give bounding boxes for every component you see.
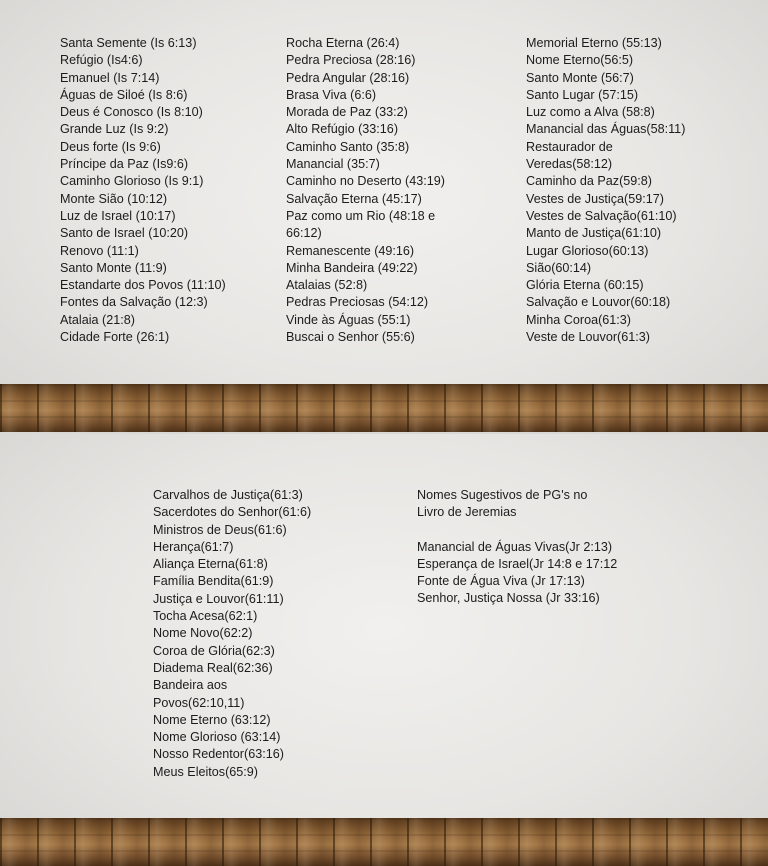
list-item: Monte Sião (10:12) [60,191,168,206]
list-item: Águas de Siloé (Is 8:6) [60,87,188,102]
list-item: Cidade Forte (26:1) [60,330,170,345]
list-item: Emanuel (Is 7:14) [60,70,160,85]
list-item: Deus forte (Is 9:6) [60,139,161,154]
list-item: Memorial Eterno (55:13) [526,36,662,50]
list-item: Manto de Justiça(61:10) [526,226,662,241]
list-item: Carvalhos de Justiça(61:3) [153,488,303,502]
list-item: Diadema Real(62:36) [153,660,273,675]
list-item: Deus é Conosco (Is 8:10) [60,105,203,120]
list-item: Senhor, Justiça Nossa (Jr 33:16) [417,591,600,606]
list-item: Caminho no Deserto (43:19) [286,174,445,189]
slide-1 [0,0,768,432]
list-item: Vestes de Justiça(59:17) [526,191,664,206]
list-item: Fontes da Salvação (12:3) [60,295,208,310]
list-item: Pedras Preciosas (54:12) [286,295,429,310]
list-item: Minha Bandeira (49:22) [286,260,418,275]
list-item: Herança(61:7) [153,539,234,554]
list-item: 66:12) [286,226,322,241]
list-item: Tocha Acesa(62:1) [153,609,258,624]
list-item: Grande Luz (Is 9:2) [60,122,169,137]
list-item: Príncipe da Paz (Is9:6) [60,157,189,172]
list-item: Salvação e Louvor(60:18) [526,295,671,310]
list-item: Restaurador de [526,139,613,154]
list-item: Santa Semente (Is 6:13) [60,36,197,50]
list-item: Manancial de Águas Vivas(Jr 2:13) [417,539,613,554]
list-item: Nosso Redentor(63:16) [153,747,284,762]
spacer [417,522,747,539]
list-item: Santo Monte (11:9) [60,260,167,275]
list-item: Nome Eterno (63:12) [153,712,271,727]
list-item: Nome Glorioso (63:14) [153,730,281,745]
list-item: Nome Eterno(56:5) [526,53,634,68]
list-item: Santo Monte (56:7) [526,70,634,85]
list-item: Manancial das Águas(58:11) [526,122,686,137]
list-item: Fonte de Água Viva (Jr 17:13) [417,574,585,589]
list-item: Justiça e Louvor(61:11) [153,591,284,606]
list-item: Alto Refúgio (33:16) [286,122,399,137]
list-item: Aliança Eterna(61:8) [153,557,268,572]
list-item: Pedra Angular (28:16) [286,70,410,85]
list-item: Vestes de Salvação(61:10) [526,208,677,223]
list-item: Rocha Eterna (26:4) [286,36,400,50]
list-item: Atalaia (21:8) [60,312,135,327]
list-item: Vinde às Águas (55:1) [286,312,411,327]
list-item: Renovo (11:1) [60,243,139,258]
list-item: Sião(60:14) [526,260,592,275]
slide-2 [0,434,768,866]
slide-1-column-1 [60,35,275,346]
list-item: Morada de Paz (33:2) [286,105,408,120]
list-item: Ministros de Deus(61:6) [153,522,287,537]
list-item: Refúgio (Is4:6) [60,53,143,68]
list-item: Veredas(58:12) [526,157,613,172]
list-item: Nome Novo(62:2) [153,626,253,641]
slide-1-column-2 [286,35,516,346]
slide-2-column-2 [417,487,747,608]
list-item: Paz como um Rio (48:18 e [286,208,436,223]
slide-2-column-1 [153,487,393,781]
list-item: Santo de Israel (10:20) [60,226,189,241]
list-item: Luz de Israel (10:17) [60,208,176,223]
list-item: Bandeira aos [153,678,228,693]
list-item: Brasa Viva (6:6) [286,87,377,102]
list-item: Remanescente (49:16) [286,243,415,258]
section-heading-line-2: Livro de Jeremias [417,505,517,520]
list-item: Esperança de Israel(Jr 14:8 e 17:12 [417,556,618,571]
list-item: Caminho Glorioso (Is 9:1) [60,174,204,189]
list-item: Caminho Santo (35:8) [286,139,410,154]
list-item: Lugar Glorioso(60:13) [526,243,649,258]
list-item: Manancial (35:7) [286,157,380,172]
list-item: Pedra Preciosa (28:16) [286,53,416,68]
list-item: Minha Coroa(61:3) [526,312,631,327]
list-item: Caminho da Paz(59:8) [526,174,653,189]
list-item: Santo Lugar (57:15) [526,87,639,102]
list-item: Meus Eleitos(65:9) [153,764,258,779]
list-item: Buscai o Senhor (55:6) [286,330,415,345]
list-item: Glória Eterna (60:15) [526,278,644,293]
list-item: Luz como a Alva (58:8) [526,105,655,120]
list-item: Sacerdotes do Senhor(61:6) [153,505,312,520]
list-item: Atalaias (52:8) [286,278,368,293]
list-item: Veste de Louvor(61:3) [526,330,650,345]
section-heading-line-1: Nomes Sugestivos de PG's no [417,488,588,502]
slide-1-column-3 [526,35,756,346]
list-item: Família Bendita(61:9) [153,574,274,589]
list-item: Estandarte dos Povos (11:10) [60,278,226,293]
list-item: Coroa de Glória(62:3) [153,643,275,658]
list-item: Salvação Eterna (45:17) [286,191,422,206]
list-item: Povos(62:10,11) [153,695,245,710]
slide-1-wood-floor [0,384,768,432]
slide-2-wood-floor [0,818,768,866]
